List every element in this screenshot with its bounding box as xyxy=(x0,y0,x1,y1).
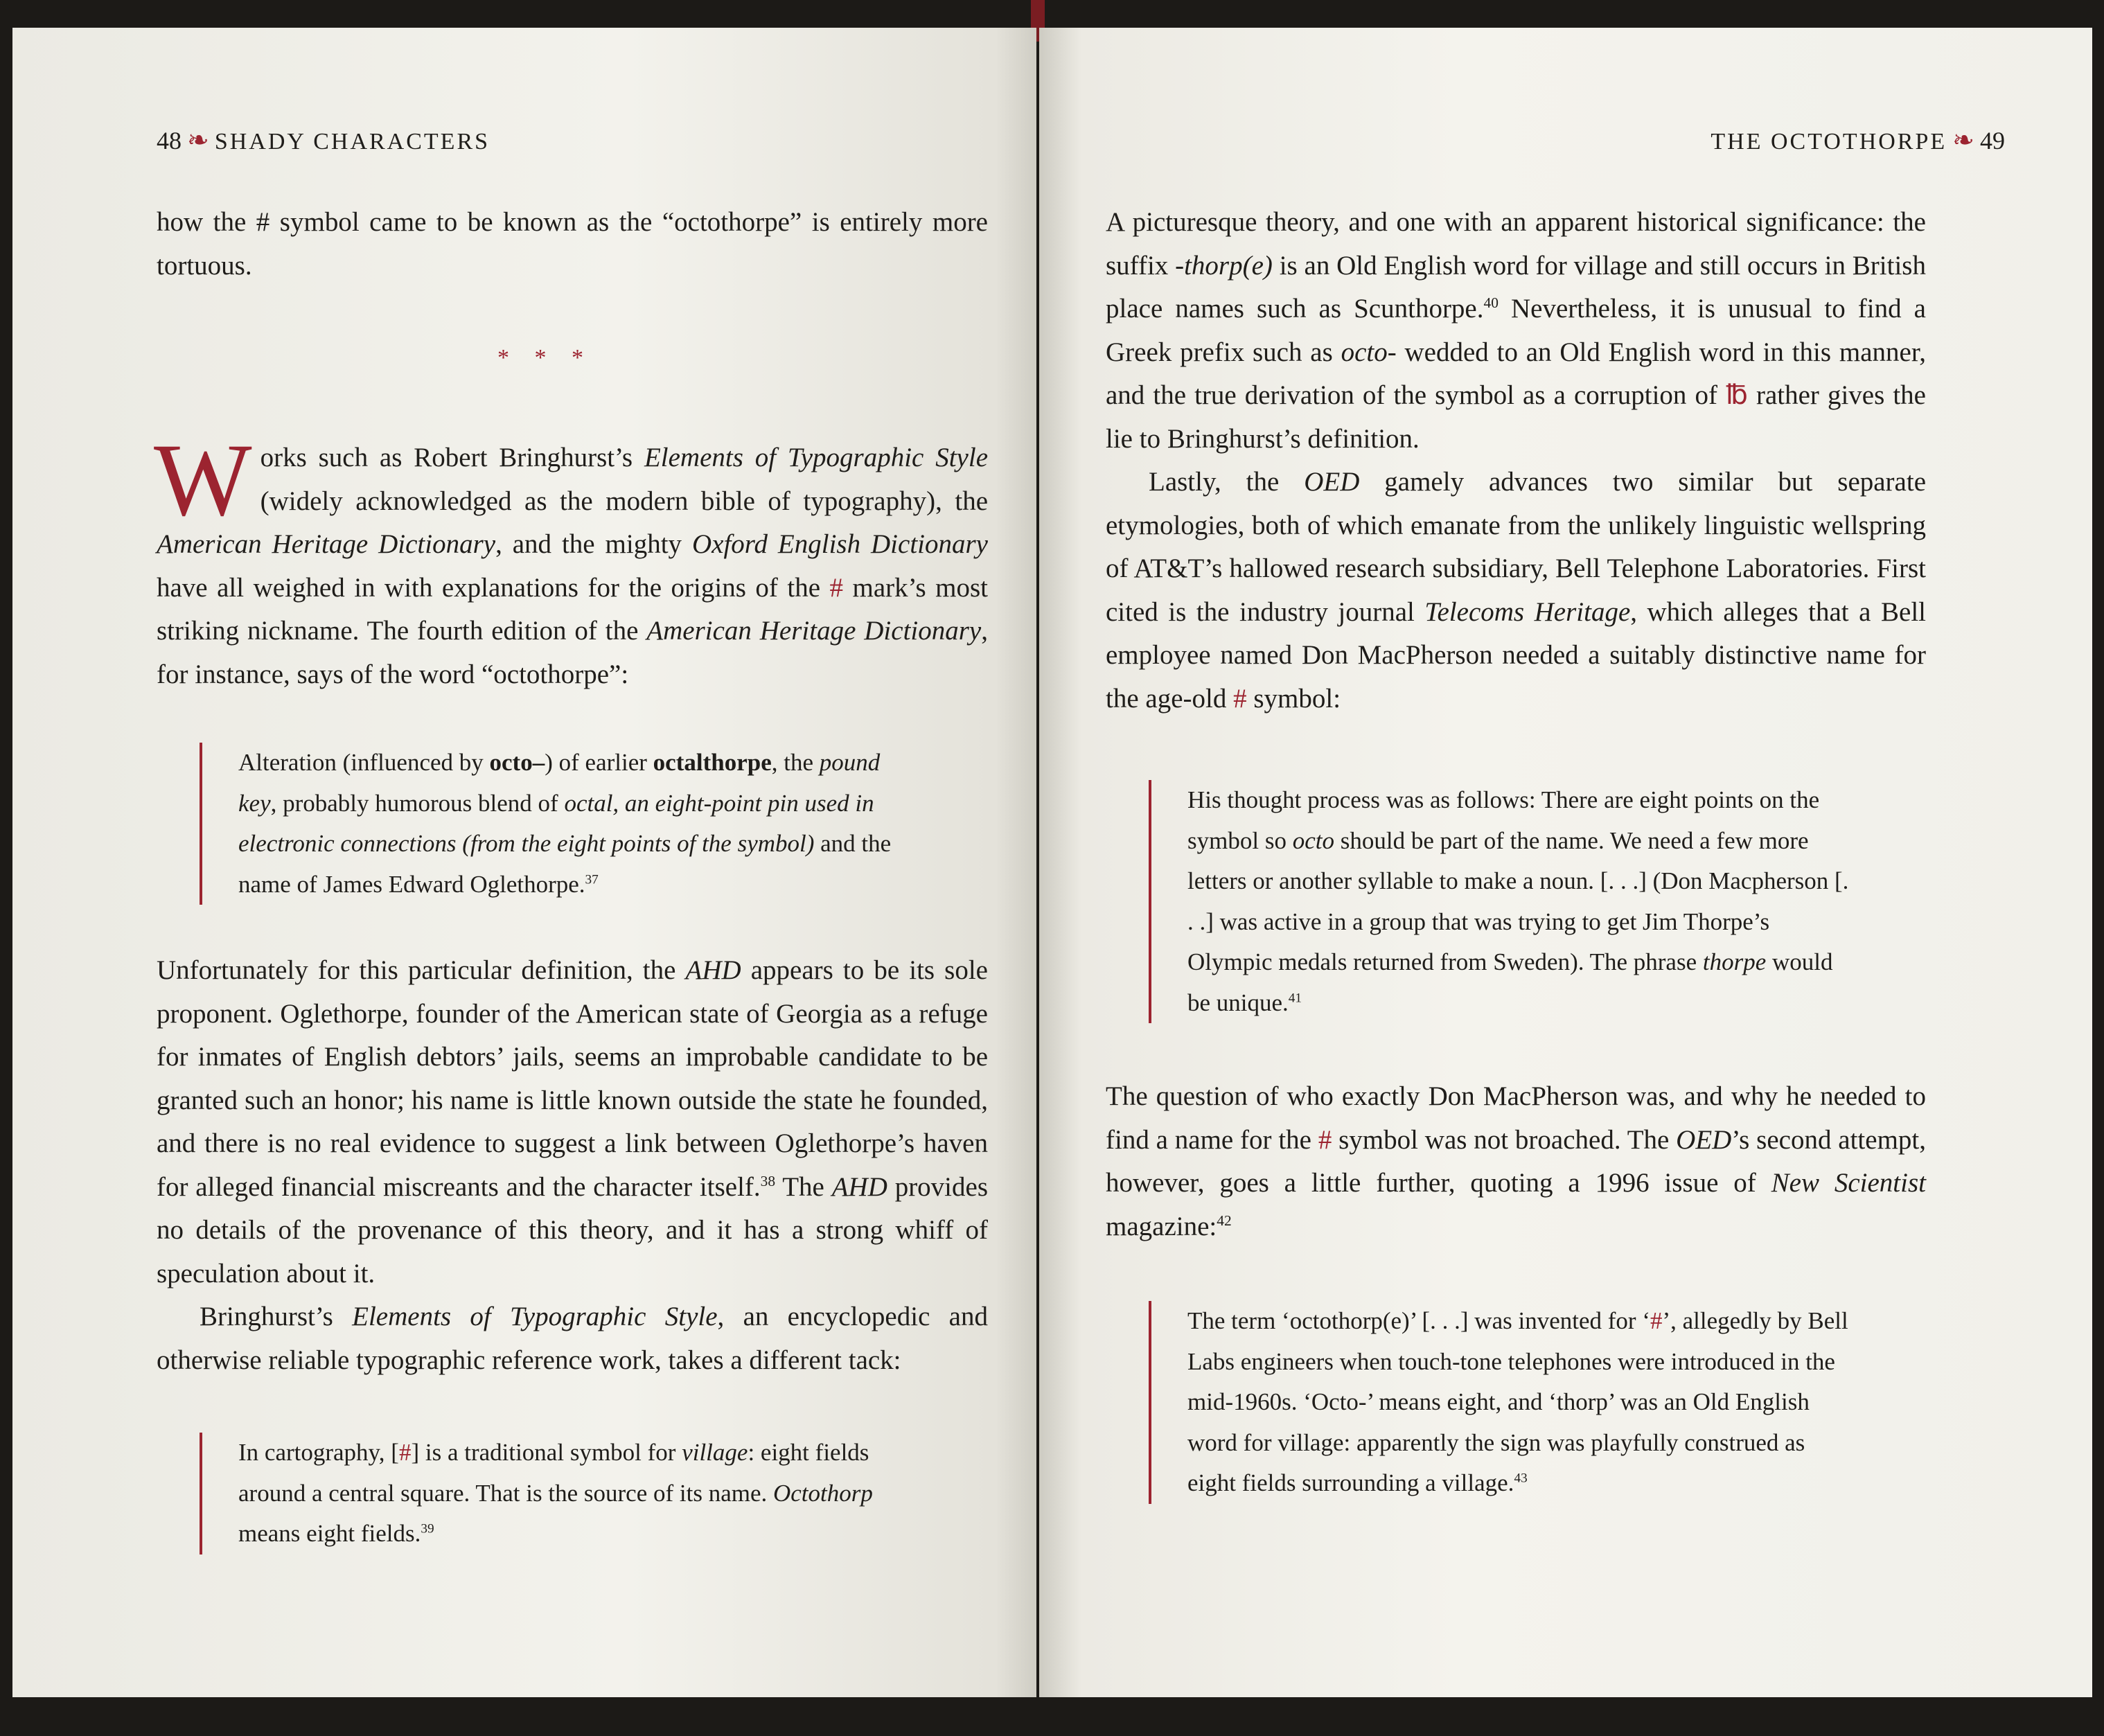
drop-cap: W xyxy=(154,423,252,538)
fleuron-icon: ❧ xyxy=(1952,126,1974,155)
page-number: 49 xyxy=(1980,127,2005,154)
page-number: 48 xyxy=(157,127,182,154)
blockquote-telecoms: His thought process was as follows: There are eight points on the symbol so octo should be part of the name. We need a few more letters or another syllable to make a noun. [. . .] (Don Macpherson [. . .] was active in a group that was trying to get Jim Thorpe’s Olympic medals returned from Sweden). The phrase thorpe would be unique.$^{41}$ xyxy=(1149,780,1855,1023)
running-title: SHADY CHARACTERS xyxy=(214,129,490,154)
hash-symbol: # xyxy=(1650,1307,1663,1334)
blockquote-ahd: Alteration (influenced by octo–) of earlier octalthorpe, the pound key, probably humorous blend of octal, an eight-point pin used in electronic connections (from the eight points of the symbol) and the name of James Edward Oglethorpe.$^{37}$ xyxy=(200,743,906,905)
paragraph-lastly: Lastly, the OED gamely advances two similar but separate etymologies, both of which emanate from the unlikely linguistic wellspring of AT&T’s hallowed research subsidiary, Bell Telephone Laboratories. First cited is the industry journal Telecoms Heritage, which alleges that a Bell employee named Don MacPherson needed a suitably distinctive name for the age-old # symbol: xyxy=(1106,467,1927,714)
footnote-ref: 39 xyxy=(421,1521,434,1536)
blockquote-bringhurst: In cartography, [#] is a traditional symbol for village: eight fields around a central square. That is the source of its name. Octothorp means eight fields.$^{39}$ xyxy=(200,1433,892,1555)
pound-weight-symbol: ℔ xyxy=(1726,380,1748,410)
paragraph-picturesque: A picturesque theory, and one with an apparent historical significance: the suffix -thorp(e) is an Old English word for village and still occurs in British place names such as Scunthorpe.$^{40}$ Nevertheless, it is unusual to find a Greek prefix such as octo- wedded to an Old English word in this manner, and the true derivation of the symbol as a corruption of ℔ rather gives the lie to Bringhurst’s definition. Lastly, the OED gamely advances two similar but separate etymologies, both of which emanate from the unlikely linguistic wellspring of AT&T’s hallowed research subsidiary, Bell Telephone Laboratories. First cited is the industry journal Telecoms Heritage, which alleges that a Bell employee named Don MacPherson needed a suitably distinctive name for the age-old # symbol: xyxy=(1106,201,1926,720)
paragraph-bringhurst: Bringhurst’s Elements of Typographic Style, an encyclopedic and otherwise reliable typographic reference work, takes a different tack: xyxy=(157,1302,988,1375)
blockquote-new-scientist: The term ‘octothorp(e)’ [. . .] was invented for ‘#’, allegedly by Bell Labs engineers when touch-tone telephones were introduced in the mid-1960s. ‘Octo-’ means eight, and ‘thorp’ was an Old English word for village: apparently the sign was playfully construed as eight fields surrounding a village.$^{43}$ xyxy=(1149,1301,1855,1504)
running-title: THE OCTOTHORPE xyxy=(1710,129,1947,154)
footnote-ref: 40 xyxy=(1483,294,1499,311)
right-page xyxy=(1039,28,2092,1697)
hash-symbol: # xyxy=(1233,683,1247,714)
hash-symbol: # xyxy=(398,1439,412,1466)
left-page-header xyxy=(157,125,490,156)
footnote-ref: 43 xyxy=(1514,1471,1528,1486)
paragraph-works: Works such as Robert Bringhurst’s Elements of Typographic Style (widely acknowledged as the modern bible of typography), the American Heritage Dictionary, and the mighty Oxford English Dictionary have all weighed in with explanations for the origins of the # mark’s most striking nickname. The fourth edition of the American Heritage Dictionary, for instance, says of the word “octothorpe”: xyxy=(154,423,989,689)
paragraph-unfortunately: Unfortunately for this particular definition, the AHD appears to be its sole proponent. Oglethorpe, founder of the American state of Georgia as a refuge for inmates of English debtors’ jails, seems an improbable candidate to be granted such an honor; his name is little known outside the state he founded, and there is no real evidence to suggest a link between Oglethorpe’s haven for alleged financial miscreants and the character itself.$^{38}$ The AHD provides no details of the provenance of this theory, and it has a strong whiff of speculation about it. Bringhurst’s Elements of Typographic Style, an encyclopedic and otherwise reliable typographic reference work, takes a different tack: xyxy=(157,949,988,1382)
right-page-header xyxy=(1710,125,2005,156)
fleuron-icon: ❧ xyxy=(187,126,209,155)
footnote-ref: 41 xyxy=(1288,990,1302,1005)
hash-symbol: # xyxy=(1318,1124,1332,1155)
footnote-ref: 37 xyxy=(585,871,599,887)
paragraph-question: The question of who exactly Don MacPherson was, and why he needed to find a name for the # symbol was not broached. The OED’s second attempt, however, goes a little further, quoting a 1996 issue of New Scientist magazine:$^{42}$ xyxy=(1106,1081,1926,1241)
hash-symbol: # xyxy=(829,572,844,603)
section-break: * * * xyxy=(497,345,593,371)
footnote-ref: 38 xyxy=(760,1172,776,1189)
left-page xyxy=(12,28,1036,1697)
paragraph-intro: how the # symbol came to be known as the “octothorpe” is entirely more tortuous. xyxy=(157,207,988,281)
footnote-ref: 42 xyxy=(1217,1212,1232,1229)
